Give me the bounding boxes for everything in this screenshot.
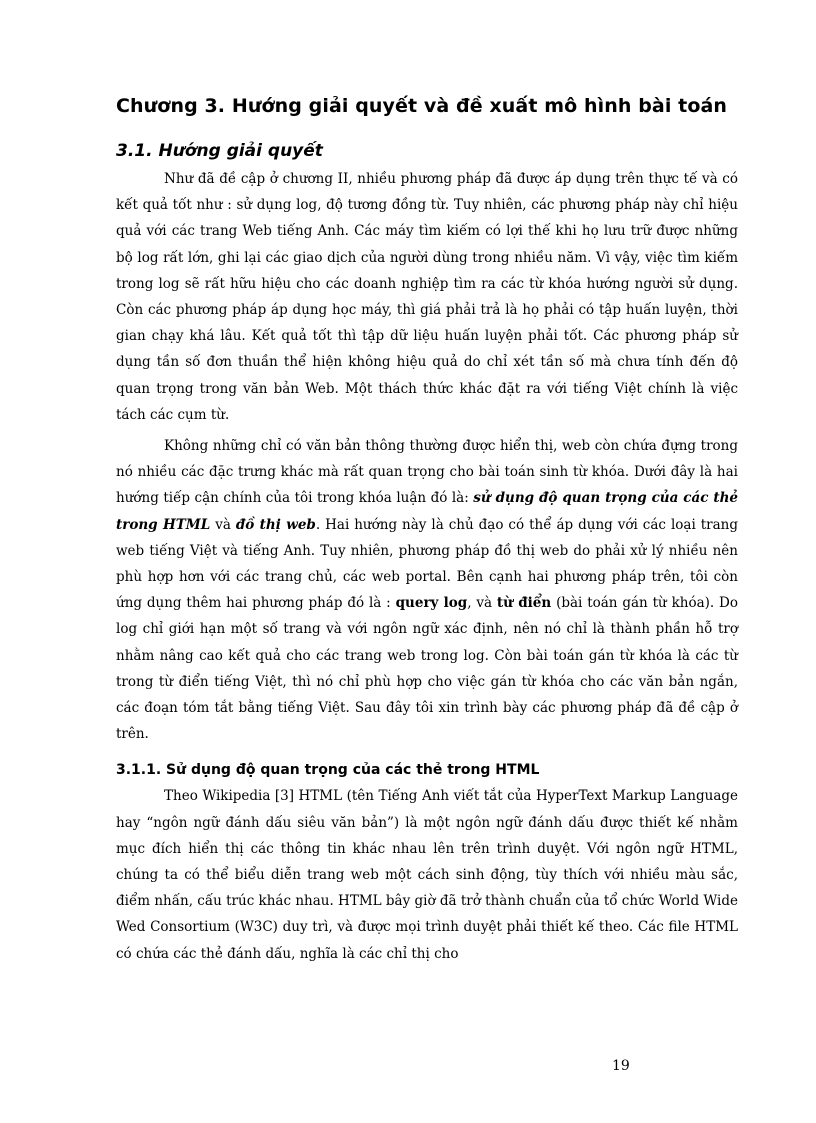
- subsection-title: 3.1.1. Sử dụng độ quan trọng của các thẻ trong HTML: [116, 762, 540, 779]
- emphasis-web-graph: đồ thị web: [235, 516, 316, 533]
- paragraph-1: Như đã đề cập ở chương II, nhiều phương pháp đã được áp dụng trên thực tế và có kết quả tốt như : sử dụng log, độ tương đồng từ. Tuy nhiên, các phương pháp này chỉ hiệu quả với các trang Web tiếng Anh. Các máy tìm kiếm có lợi thế khi họ lưu trữ được những bộ log rất lớn, ghi lại các giao dịch của người dùng trong nhiều năm. Vì vậy, việc tìm kiếm trong log sẽ rất hữu hiệu cho các doanh nghiệp tìm ra các từ khóa hướng người sử dụng. Còn các phương pháp áp dụng học máy, thì giá phải trả là họ phải có tập huấn luyện, thời gian chạy khá lâu. Kết quả tốt thì tập dữ liệu huấn luyện phải tốt. Các phương pháp sử dụng tần số đơn thuần thể hiện không hiệu quả do chỉ xét tần số mà chưa tính đến độ quan trọng trong văn bản Web. Một thách thức khác đặt ra với tiếng Việt chính là việc tách các cụm từ.: [116, 171, 738, 423]
- page-content: [116, 92, 738, 972]
- emphasis-html-tags: sử dụng độ quan trọng của các thẻ trong HTML: [116, 490, 738, 533]
- emphasis-query-log: query log: [395, 595, 468, 612]
- paragraph-2-text-1: Không những chỉ có văn bản thông thường được hiển thị, web còn chứa đựng trong nó nhiều các đặc trưng khác mà rất quan trọng cho bài toán sinh từ khóa. Dưới đây là hai hướng tiếp cận chính của tôi trong khóa luận đó là:: [116, 438, 738, 507]
- paragraph-2-text-4: , và: [467, 595, 497, 612]
- section-title: 3.1. Hướng giải quyết: [116, 141, 323, 161]
- paragraph-3: Theo Wikipedia [3] HTML (tên Tiếng Anh viết tắt của HyperText Markup Language hay “ngôn ngữ đánh dấu siêu văn bản”) là một ngôn ngữ đánh dấu được thiết kế nhằm mục đích hiển thị các thông tin khác nhau lên trên trình duyệt. Với ngôn ngữ HTML, chúng ta có thể biểu diễn trang web một cách sinh động, tùy thích với nhiều màu sắc, điểm nhấn, cấu trúc khác nhau. HTML bây giờ đã trở thành chuẩn của tổ chức World Wide Wed Consortium (W3C) duy trì, và được mọi trình duyệt phải thiết kế theo. Các file HTML có chứa các thẻ đánh dấu, nghĩa là các chỉ thị cho: [116, 788, 738, 962]
- paragraph-2-text-2: và: [210, 516, 236, 533]
- paragraph-2-text-5: (bài toán gán từ khóa). Do log chỉ giới hạn một số trang và với ngôn ngữ xác định, nên nó chỉ là thành phần hỗ trợ nhằm nâng cao kết quả cho các trang web trong log. Còn bài toán gán từ khóa là các từ trong từ điển tiếng Việt, thì nó chỉ phù hợp cho việc gán từ khóa cho các văn bản ngắn, các đoạn tóm tắt bằng tiếng Việt. Sau đây tôi xin trình bày các phương pháp đã đề cập ở trên.: [116, 595, 738, 743]
- paragraph-2-text-3: . Hai hướng này là chủ đạo có thể áp dụng với các loại trang web tiếng Việt và tiếng Anh. Tuy nhiên, phương pháp đồ thị web do phải xử lý nhiều nên phù hợp hơn với các trang chủ, các web portal. Bên cạnh hai phương pháp trên, tôi còn ứng dụng thêm hai phương pháp đó là :: [116, 516, 738, 612]
- page-number: 19: [612, 1058, 630, 1074]
- paragraph-2: [116, 433, 738, 747]
- emphasis-dictionary: từ điển: [496, 595, 552, 612]
- chapter-title: Chương 3. Hướng giải quyết và đề xuất mô hình bài toán: [116, 95, 728, 117]
